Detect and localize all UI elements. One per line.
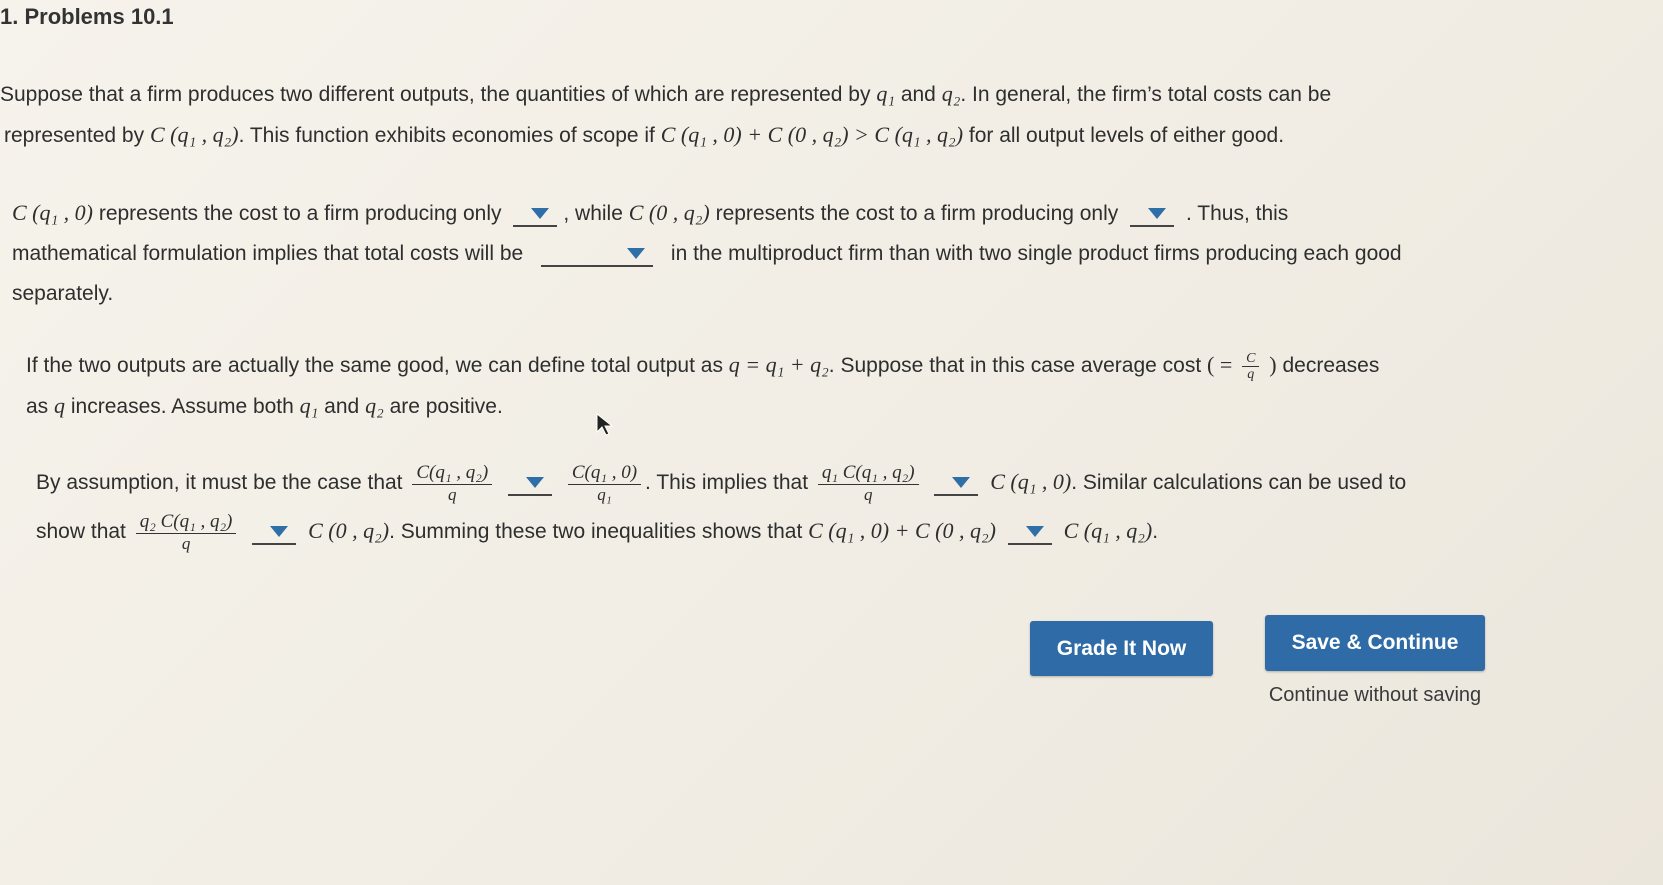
problem-title: 1. Problems 10.1 xyxy=(0,4,174,29)
fraction-total-cost-over-q: $\frac{\text{C(q₁ , q₂)}}{q}$ xyxy=(412,462,492,505)
chevron-down-icon xyxy=(627,248,645,259)
part2-paragraph: If the two outputs are actually the same good, we can define total output as q = q₁ + q₂. Suppose that in this case average cost ( = $\frac{C}{q}$ ) decreases as q increases. Assume both q₁ and q₂ are positive. xyxy=(26,350,1380,418)
dropdown-inequality-3[interactable] xyxy=(252,519,296,545)
chevron-down-icon xyxy=(526,477,544,488)
part1-paragraph: C (q₁ , 0) represents the cost to a firm producing only , while C (0 , q₂) represents the cost to a firm producing only . Thus, this mathematical formulation implies that total costs will be in the multiproduct firm than with two single product firms producing each good separately. xyxy=(12,200,1402,305)
fraction-q2-cost-over-q: $\frac{\text{q₂ C(q₁ , q₂)}}{q}$ xyxy=(136,511,237,554)
chevron-down-icon xyxy=(531,208,549,219)
grade-it-now-button[interactable]: Grade It Now xyxy=(1030,621,1213,676)
dropdown-good-1[interactable] xyxy=(513,201,557,227)
chevron-down-icon xyxy=(952,477,970,488)
dropdown-inequality-4[interactable] xyxy=(1008,519,1052,545)
chevron-down-icon xyxy=(1026,526,1044,537)
dropdown-good-2[interactable] xyxy=(1130,201,1174,227)
chevron-down-icon xyxy=(1148,208,1166,219)
chevron-down-icon xyxy=(270,526,288,537)
intro-paragraph: Suppose that a firm produces two different outputs, the quantities of which are represented by q₁ and q₂. In general, the firm’s total costs can be represented by C (q₁ , q₂). This function exhibits economies of scope if C (q₁ , 0) + C (0 , q₂) > C (q₁ , q₂) for all output levels of either good. xyxy=(0,81,1332,147)
mouse-cursor-icon xyxy=(596,413,614,437)
average-cost-fraction: $\frac{C}{q}$ xyxy=(1242,351,1259,382)
dropdown-inequality-1[interactable] xyxy=(508,470,552,496)
dropdown-inequality-2[interactable] xyxy=(934,470,978,496)
fraction-q1-cost-over-q: $\frac{\text{q₁ C(q₁ , q₂)}}{q}$ xyxy=(818,462,919,505)
dropdown-cost-comparison[interactable] xyxy=(541,241,653,267)
fraction-cost-q1-over-q1: $\frac{\text{C(q₁ , 0)}}{\text{q₁}}$ xyxy=(568,462,641,505)
continue-without-saving-link[interactable]: Continue without saving xyxy=(1268,684,1482,706)
save-continue-button[interactable]: Save & Continue xyxy=(1265,615,1485,671)
part3-paragraph: By assumption, it must be the case that $\frac{\text{C(q₁ , q₂)}}{q}$ $\frac{\text{C(q₁ , 0)}}{\text{q₁}}$ . This implies that $\frac{\text{q₁ C(q₁ , q₂)}}{q}$ C (q₁ , 0). Similar calculations can be used to show that $\frac{\text{q₂ C(q₁ , q₂)}}{q}$ C (0 , q₂). Summing these two inequalities shows that C (q₁ , 0) + C (0 , q₂) C (q₁ , q₂). xyxy=(36,461,1407,553)
